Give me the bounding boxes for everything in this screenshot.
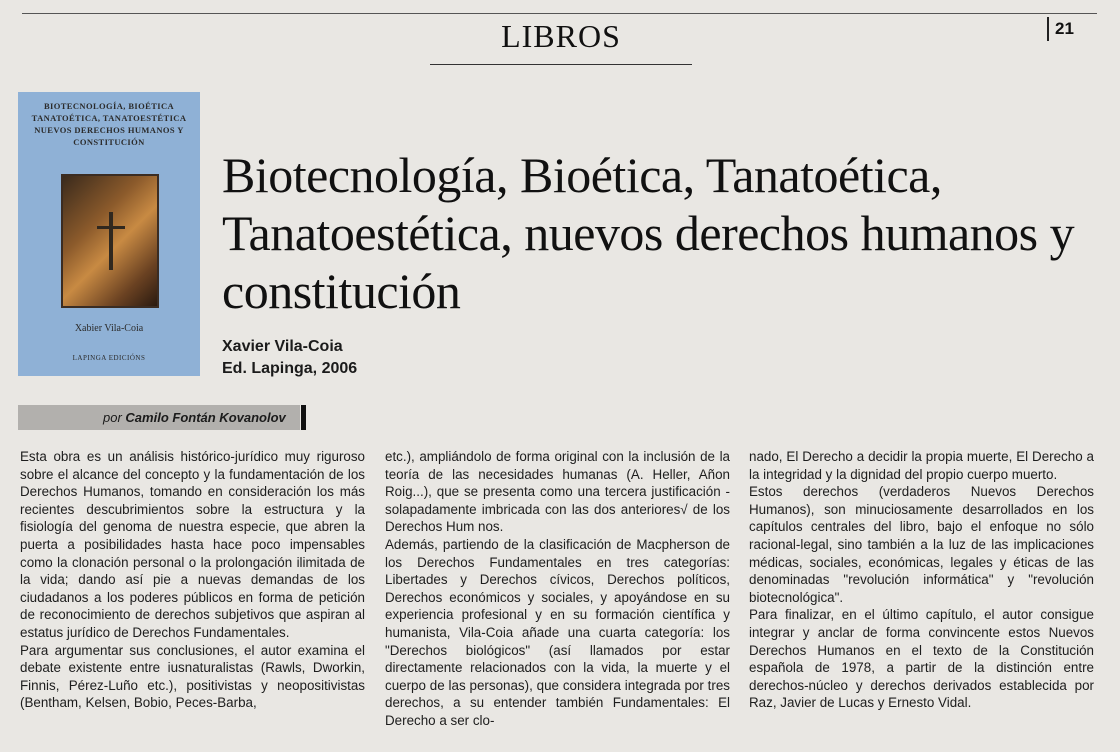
reviewer-credit xyxy=(103,410,286,425)
reviewer-prefix: por xyxy=(103,410,122,425)
body-column-2 xyxy=(385,448,730,730)
book-cover-publisher: LAPINGA EDICIÓNS xyxy=(72,354,146,362)
crucifix-figure-icon xyxy=(109,212,113,270)
book-cover-author: Xabier Vila-Coia xyxy=(74,323,144,334)
page-number: 21 xyxy=(1055,19,1074,38)
body-paragraph: Para argumentar sus conclusiones, el autor examina el debate existente entre iusnaturalistas (Rawls, Dworkin, Finnis, Pérez-Luño etc.), positivistas y neopositivistas (Bentham, Kelsen, Bobio, Peces-Barba, xyxy=(20,642,365,711)
top-rule xyxy=(22,13,1097,14)
book-edition: Ed. Lapinga, 2006 xyxy=(222,360,358,377)
book-cover-illustration xyxy=(61,174,159,308)
book-author: Xavier Vila-Coia xyxy=(222,338,343,355)
body-paragraph: Además, partiendo de la clasificación de Macpherson de los Derechos Fundamentales en tres categorías: Libertades y Derechos cívicos, Derechos políticos, Derechos económicos y sociales, y apoyándose en su experiencia profesional y en su formación científica y humanista, Vila-Coia añade una cuarta categoría: los "Derechos biológicos" (así llamados por estar directamente relacionados con la vida, la muerte y el cuerpo de las personas), que considera integrada por tres derechos, a su entender también Fundamentales: El Derecho a ser clo- xyxy=(385,536,730,728)
reviewer-bar-end xyxy=(301,405,306,430)
body-paragraph: nado, El Derecho a decidir la propia muerte, El Derecho a la integridad y la dignidad del propio cuerpo muerto. xyxy=(749,449,1094,482)
body-column-3 xyxy=(749,448,1094,712)
book-cover xyxy=(18,92,200,376)
book-byline xyxy=(222,336,357,380)
reviewer-name: Camilo Fontán Kovanolov xyxy=(125,410,286,425)
body-column-1 xyxy=(20,448,365,712)
article-headline: Biotecnología, Bioética, Tanatoética, Tanatoestética, nuevos derechos humanos y constitución xyxy=(222,147,1075,319)
body-paragraph: etc.), ampliándolo de forma original con la inclusión de la teoría de las necesidades humanas (A. Heller, Añon Roig...), que se presenta como una tercera justificación -solapadamente imbricada con las dos anteriores√ de los Derechos Hum nos. xyxy=(385,449,730,535)
body-paragraph: Esta obra es un análisis histórico-jurídico muy riguroso sobre el alcance del concepto y la fundamentación de los Derechos Humanos, tomando en consideración los más recientes descubrimientos sobre la estructura y la fisiología del genoma de nuestra especie, que abren la puerta a posibilidades hasta hace poco impensables como la clonación personal o la prolongación ilimitada de la vida; dando así pie a nuevas demandas de los ciudadanos a los poderes públicos en forma de petición de reconocimiento de derechos subjetivos que aspiran al estatus jurídico de Derechos Fundamentales. xyxy=(20,449,365,640)
book-cover-title: BIOTECNOLOGÍA, BIOÉTICA TANATOÉTICA, TANATOESTÉTICA NUEVOS DERECHOS HUMANOS Y CONSTITUCIÓN xyxy=(31,101,187,147)
body-paragraph: Para finalizar, en el último capítulo, el autor consigue integrar y anclar de forma convincente estos Nuevos Derechos Humanos en el texto de la Constitución española de 1978, a partir de la distinción entre derechos-núcleo y derechos derivados establecida por Raz, Javier de Lucas y Ernesto Vidal. xyxy=(749,607,1094,711)
crucifix-crossbar-icon xyxy=(97,226,125,229)
section-underline xyxy=(430,64,692,65)
section-heading: LIBROS xyxy=(501,18,621,54)
body-paragraph: Estos derechos (verdaderos Nuevos Derechos Humanos), son minuciosamente desarrollados en los capítulos centrales del libro, bajo el enfoque no sólo racional-legal, sino también a la luz de las implicaciones médicas, sociales, económicas, legales y éticas de las denominadas "revolución informática" y "revolución biotecnológica". xyxy=(749,484,1094,605)
page-number-divider xyxy=(1047,17,1049,41)
